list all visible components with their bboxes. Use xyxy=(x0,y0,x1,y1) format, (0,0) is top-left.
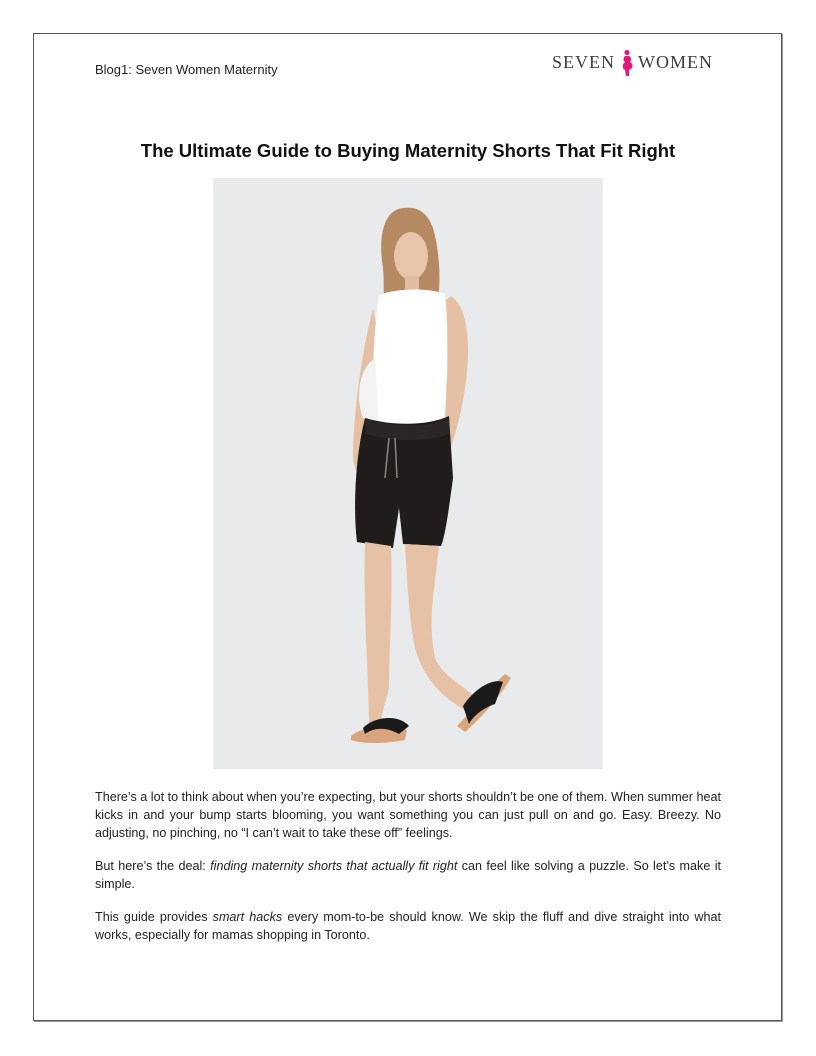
deal-emphasis: finding maternity shorts that actually fit right xyxy=(210,859,458,873)
guide-paragraph xyxy=(95,908,721,944)
guide-text-end: every mom-to-be should know. We skip the fluff and dive straight into what works, especially for mamas shopping in Toronto. xyxy=(95,910,721,942)
guide-emphasis: smart hacks xyxy=(212,910,283,924)
deal-text-start: But here’s the deal: xyxy=(95,859,211,873)
brand-logo[interactable] xyxy=(552,50,722,76)
maternity-model-illustration xyxy=(213,178,603,769)
logo-word-seven: SEVEN xyxy=(552,52,615,72)
deal-paragraph xyxy=(95,857,721,893)
deal-text-end: can feel like solving a puzzle. So let’s make it simple. xyxy=(95,859,721,891)
guide-text-start: This guide provides xyxy=(95,910,213,924)
article-title: The Ultimate Guide to Buying Maternity Shorts That Fit Right xyxy=(140,140,676,161)
hero-photo xyxy=(213,178,603,769)
pregnant-silhouette-icon xyxy=(620,49,636,77)
logo-word-women: WOMEN xyxy=(638,52,713,72)
intro-paragraph: There’s a lot to think about when you’re expecting, but your shorts shouldn’t be one of them. When summer heat kicks in and your bump starts blooming, you want something you can just pull on and go. Easy. Breezy. No adjusting, no pinching, no “I can’t wait to take these off” feelings. xyxy=(95,790,721,840)
header-label: Blog1: Seven Women Maternity xyxy=(95,62,278,77)
